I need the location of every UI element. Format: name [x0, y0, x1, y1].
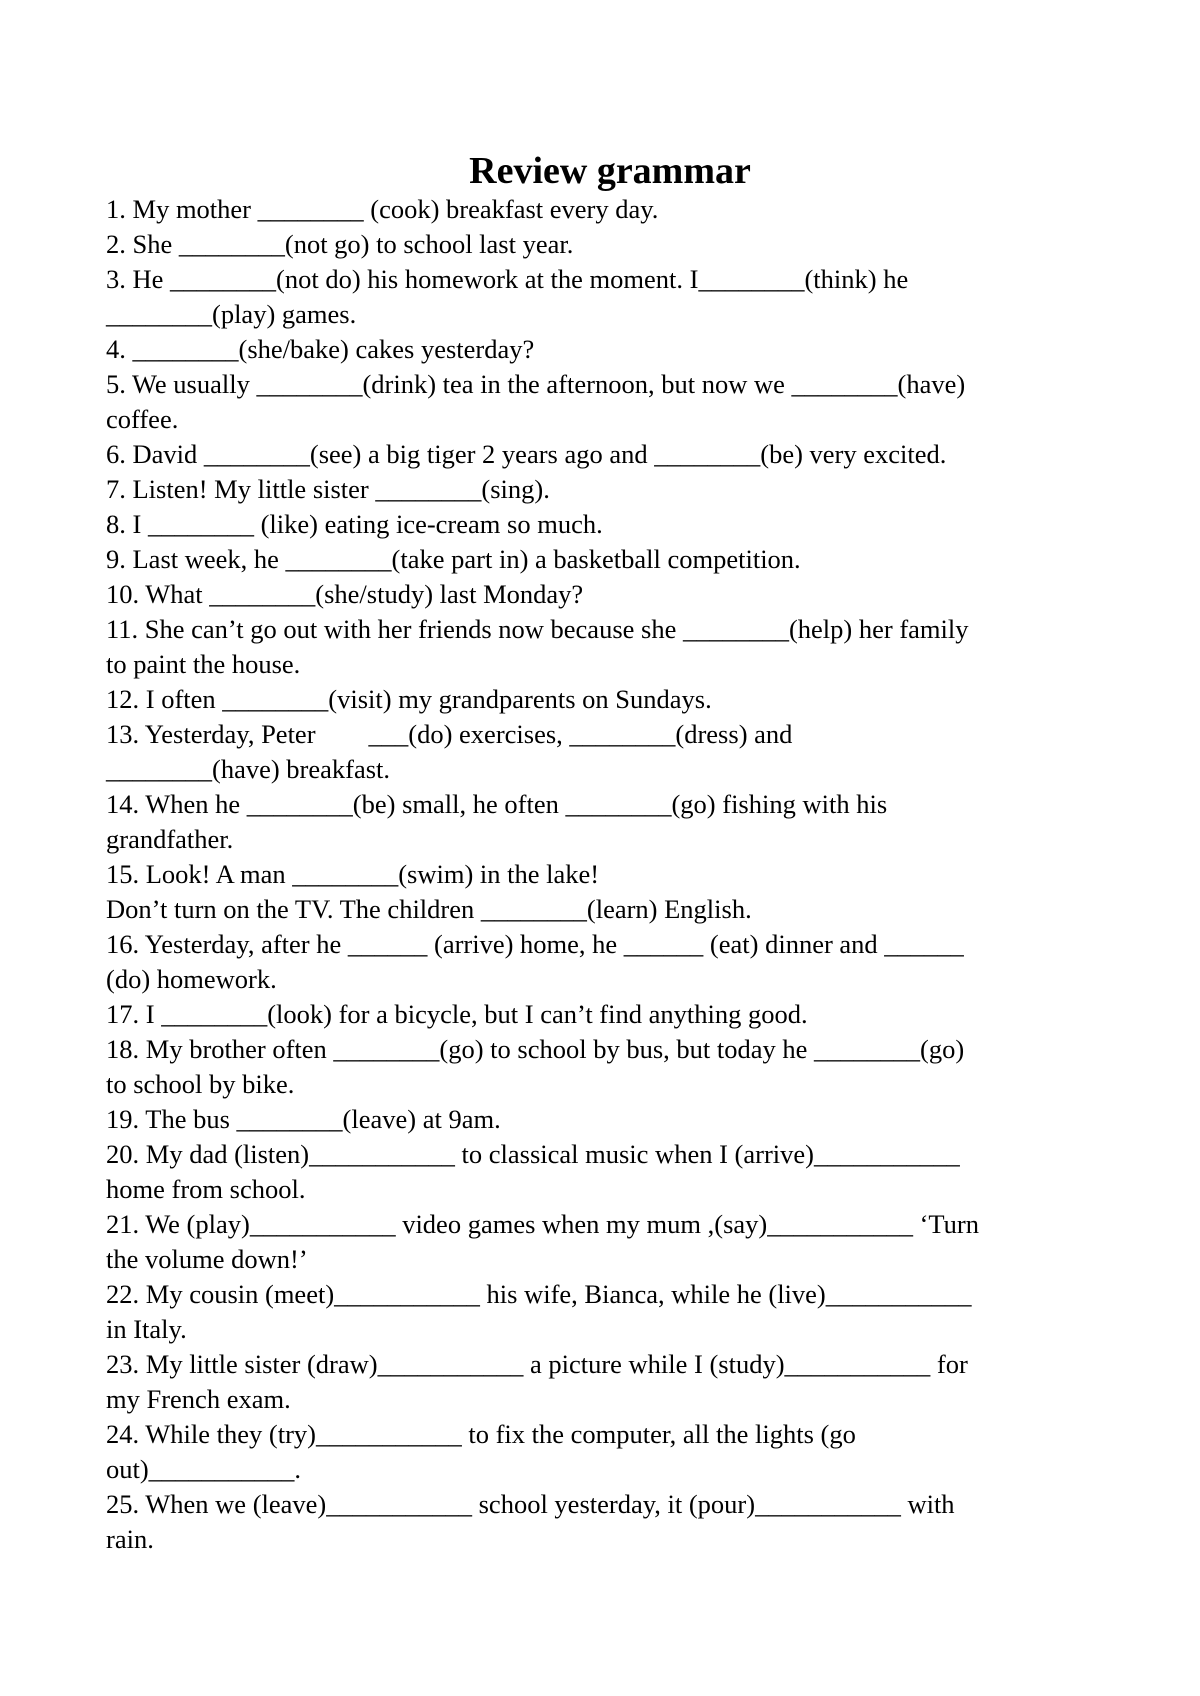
exercise-line: 14. When he ________(be) small, he often ________(go) fishing with his [106, 789, 888, 819]
exercise-line: out)___________. [106, 1454, 302, 1484]
exercise-line: 1. My mother ________ (cook) breakfast every day. [106, 194, 659, 224]
exercise-line: my French exam. [106, 1384, 291, 1414]
exercise-line: 20. My dad (listen)___________ to classical music when I (arrive)___________ [106, 1139, 960, 1169]
exercise-line: 8. I ________ (like) eating ice-cream so much. [106, 509, 603, 539]
exercise-line: 3. He ________(not do) his homework at the moment. I________(think) he [106, 264, 909, 294]
exercise-line: home from school. [106, 1174, 306, 1204]
exercise-line: to school by bike. [106, 1069, 295, 1099]
exercise-line: in Italy. [106, 1314, 187, 1344]
exercise-line: grandfather. [106, 824, 234, 854]
exercise-line: 17. I ________(look) for a bicycle, but I can’t find anything good. [106, 999, 808, 1029]
exercise-line: 18. My brother often ________(go) to school by bus, but today he ________(go) [106, 1034, 965, 1064]
exercise-line: 21. We (play)___________ video games when my mum ,(say)___________ ‘Turn [106, 1209, 980, 1239]
exercise-line: 7. Listen! My little sister ________(sing). [106, 474, 550, 504]
exercise-line: Don’t turn on the TV. The children ________(learn) English. [106, 894, 752, 924]
exercise-line: 13. Yesterday, Peter ___(do) exercises, ________(dress) and [106, 719, 793, 749]
exercise-line: 23. My little sister (draw)___________ a picture while I (study)___________ for [106, 1349, 968, 1379]
exercise-line: 11. She can’t go out with her friends now because she ________(help) her family [106, 614, 969, 644]
exercise-line: 25. When we (leave)___________ school yesterday, it (pour)___________ with [106, 1489, 955, 1519]
document-title: Review grammar [469, 150, 751, 192]
exercise-line: 19. The bus ________(leave) at 9am. [106, 1104, 501, 1134]
exercise-line: 15. Look! A man ________(swim) in the lake! [106, 859, 600, 889]
exercise-line: 5. We usually ________(drink) tea in the afternoon, but now we ________(have) [106, 369, 966, 399]
exercise-line: coffee. [106, 404, 179, 434]
exercise-line: 4. ________(she/bake) cakes yesterday? [106, 334, 535, 364]
exercise-line: 24. While they (try)___________ to fix the computer, all the lights (go [106, 1419, 856, 1449]
exercise-line: 6. David ________(see) a big tiger 2 years ago and ________(be) very excited. [106, 439, 947, 469]
exercise-line: the volume down!’ [106, 1244, 308, 1274]
exercise-line: ________(play) games. [106, 299, 357, 329]
exercise-line: 10. What ________(she/study) last Monday? [106, 579, 584, 609]
exercise-line: 16. Yesterday, after he ______ (arrive) home, he ______ (eat) dinner and ______ [106, 929, 964, 959]
exercise-line: 2. She ________(not go) to school last year. [106, 229, 574, 259]
exercise-line: to paint the house. [106, 649, 301, 679]
exercise-line: rain. [106, 1524, 154, 1554]
exercise-line: (do) homework. [106, 964, 277, 994]
exercise-line: 9. Last week, he ________(take part in) a basketball competition. [106, 544, 801, 574]
exercise-line: 22. My cousin (meet)___________ his wife, Bianca, while he (live)___________ [106, 1279, 972, 1309]
exercise-list [106, 192, 1126, 1557]
exercise-line: 12. I often ________(visit) my grandparents on Sundays. [106, 684, 712, 714]
exercise-line: ________(have) breakfast. [106, 754, 391, 784]
